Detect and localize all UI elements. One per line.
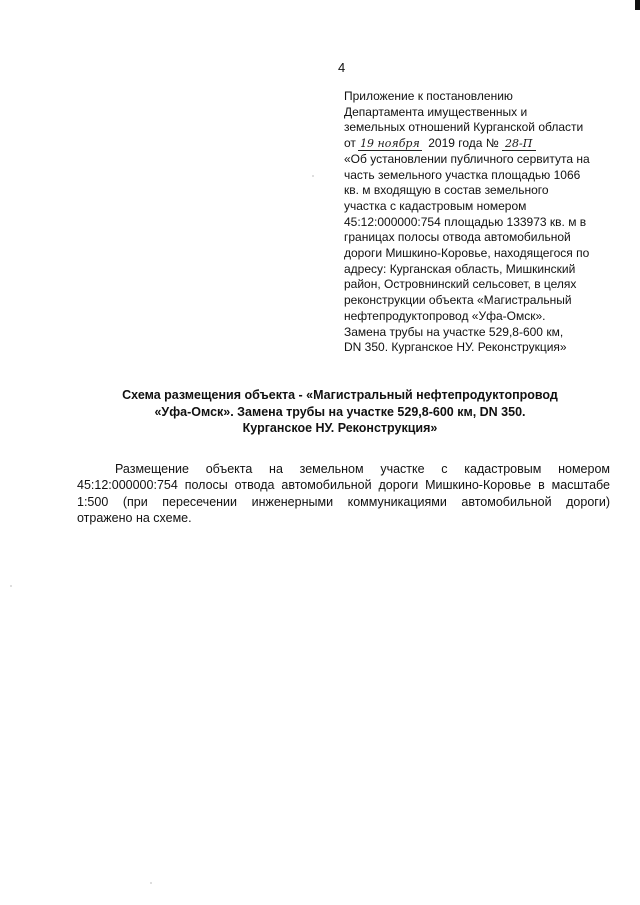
title-line: Схема размещения объекта - «Магистральный нефтепродуктопровод — [122, 388, 558, 402]
scan-corner-mark — [635, 0, 640, 10]
body-line: Размещение объекта на земельном участке с кадастровым номером — [115, 462, 610, 476]
appendix-line: участка с кадастровым номером — [344, 198, 527, 213]
appendix-line: адресу: Курганская область, Мишкинский — [344, 261, 576, 276]
appendix-line: Замена трубы на участке 529,8-600 км, — [344, 324, 564, 339]
page-number: 4 — [338, 60, 346, 75]
appendix-line: район, Островнинский сельсовет, в целях — [344, 277, 577, 292]
body-paragraph — [77, 461, 610, 526]
body-line: отражено на схеме. — [77, 510, 192, 525]
appendix-line: нефтепродуктопровод «Уфа-Омск». — [344, 308, 546, 323]
appendix-date-line — [344, 136, 619, 152]
appendix-line: кв. м входящую в состав земельного — [344, 183, 549, 198]
appendix-line: «Об установлении публичного сервитута на — [344, 151, 590, 166]
appendix-line: Приложение к постановлению — [344, 89, 513, 103]
document-title — [60, 387, 620, 437]
appendix-line: часть земельного участка площадью 1066 — [344, 167, 581, 182]
scan-speck — [312, 175, 314, 177]
appendix-line: земельных отношений Курганской области — [344, 120, 584, 135]
appendix-line: реконструкции объекта «Магистральный — [344, 293, 572, 308]
appendix-line: границах полосы отвода автомобильной — [344, 230, 571, 245]
date-prefix: от — [344, 136, 356, 151]
appendix-block — [344, 89, 619, 356]
title-line: Курганское НУ. Реконструкция» — [242, 421, 438, 435]
date-year: 2019 года № — [428, 136, 499, 151]
scan-speck — [10, 585, 12, 587]
handwritten-date: 19 ноября — [358, 137, 422, 151]
scan-speck — [150, 882, 152, 884]
appendix-line: Департамента имущественных и — [344, 104, 528, 119]
body-line: 45:12:000000:754 полосы отвода автомобильной дороги Мишкино-Коровье в масштабе — [77, 478, 610, 493]
appendix-line: 45:12:000000:754 площадью 133973 кв. м в — [344, 214, 587, 229]
handwritten-number: 28-П — [502, 137, 536, 151]
body-line: 1:500 (при пересечении инженерными коммуникациями автомобильной дороги) — [77, 494, 610, 509]
appendix-line: DN 350. Курганское НУ. Реконструкция» — [344, 340, 567, 355]
title-line: «Уфа-Омск». Замена трубы на участке 529,8-600 км, DN 350. — [154, 404, 526, 419]
appendix-line: дороги Мишкино-Коровье, находящегося по — [344, 246, 590, 261]
